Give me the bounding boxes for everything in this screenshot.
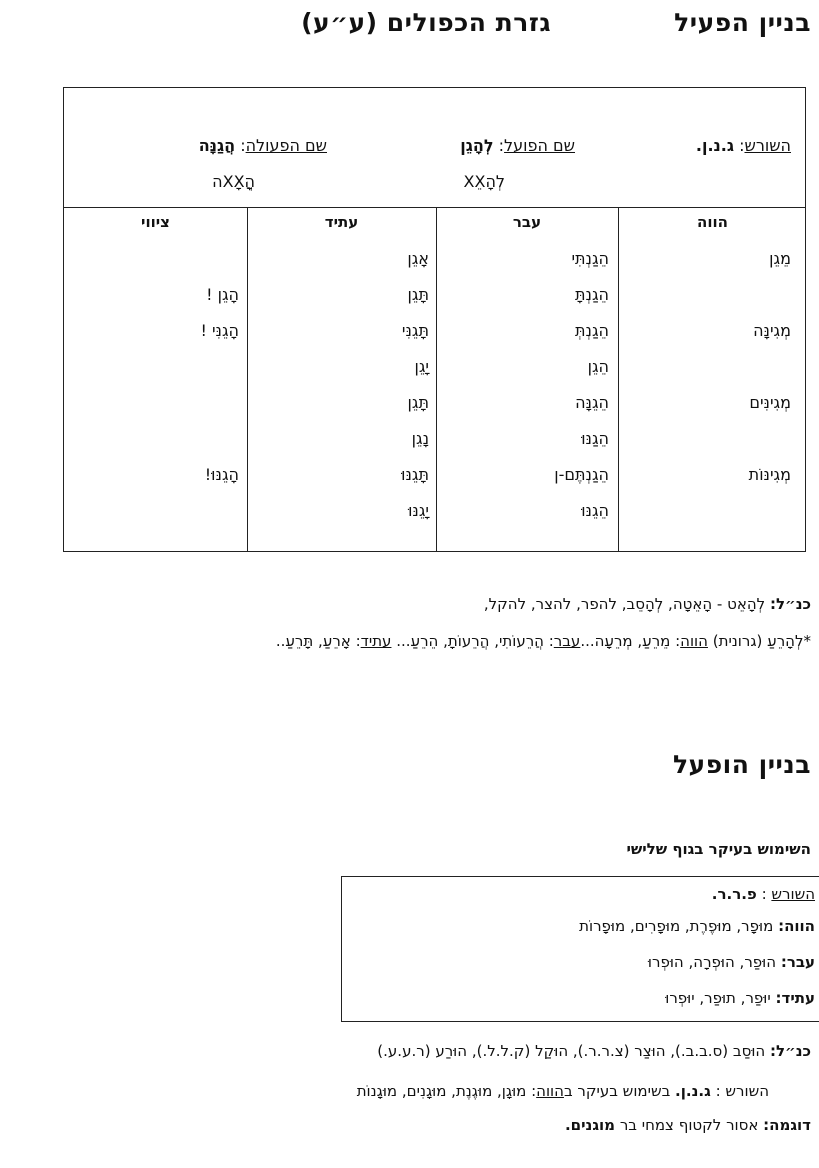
example-note xyxy=(565,1116,811,1134)
cell-past: הֵגֵנָּה xyxy=(575,393,609,412)
cell-past: הֵגַנְתְּ xyxy=(575,321,609,340)
column-divider xyxy=(618,207,619,551)
root-label: השורש xyxy=(744,136,791,155)
cell-present: מְגִינּוֹת xyxy=(748,465,791,484)
guttural-present-label: הווה xyxy=(680,632,708,650)
hufal-past xyxy=(648,953,815,971)
cell-imperative: הָגֵן ! xyxy=(206,285,239,304)
hufal-present xyxy=(579,917,815,935)
hufal-similar-note xyxy=(377,1042,811,1060)
usage-note: השימוש בעיקר בגוף שלישי xyxy=(626,840,811,858)
hufal-root-label: השורש xyxy=(771,885,815,903)
guttural-future-label: עתיד xyxy=(360,632,392,650)
table-header-divider xyxy=(64,207,805,208)
example-text: אסור לקטוף צמחי בר xyxy=(619,1116,759,1134)
cell-past: הֵגֵנּוּ xyxy=(581,501,609,520)
root-usage-root: ג.נ.ן. xyxy=(675,1082,711,1100)
example-label: דוגמה: xyxy=(763,1116,811,1134)
hufal-title: בניין הופעל xyxy=(672,750,811,779)
infinitive-label: שם הפועל xyxy=(504,136,575,155)
cell-past: הֵגַנְתָּ xyxy=(575,285,609,304)
cell-present: מְגִינִּים xyxy=(749,393,791,412)
column-header-present: הווה xyxy=(697,213,728,231)
similar-label: כנ״ל: xyxy=(769,595,811,613)
guttural-prefix: *לְהָרֵעַ (גרונית) xyxy=(712,632,811,650)
hufal-past-value: הוּפַר, הוּפְרָה, הוּפְרוּ xyxy=(647,953,777,971)
infinitive-info: שם הפועל: לְהָגֵן xyxy=(460,136,575,155)
guttural-present: : מֵרֵעַ, מְרֵעָה... xyxy=(580,632,681,650)
infinitive-value: לְהָגֵן xyxy=(460,136,494,155)
hufal-present-label: הווה: xyxy=(778,917,815,935)
gizra-title: גזרת הכפולים (ע״ע) xyxy=(301,8,551,37)
hufal-past-label: עבר: xyxy=(780,953,815,971)
column-header-past: עבר xyxy=(512,213,542,231)
column-divider xyxy=(436,207,437,551)
root-usage-note xyxy=(357,1082,769,1100)
cell-present: מְגִינָּה xyxy=(753,321,791,340)
guttural-past: : הֲרֵעוֹתִי, הֲרֵעוֹתָ, הֵרֵעַ... xyxy=(396,632,554,650)
cell-future: תָּגֵנּוּ xyxy=(401,465,429,484)
root-usage-prefix: השורש : xyxy=(715,1082,769,1100)
cell-past: הֵגַנּוּ xyxy=(581,429,609,448)
cell-imperative: הָגֵנִּי ! xyxy=(200,321,239,340)
cell-future: יָגֵן xyxy=(414,357,429,376)
cell-future: תָּגֵן xyxy=(407,393,429,412)
cell-future: אָגֵן xyxy=(407,249,429,268)
guttural-note xyxy=(276,632,811,650)
root-info: השורש: ג.נ.ן. xyxy=(695,136,791,155)
hufal-box xyxy=(341,876,819,1022)
cell-present: מֵגֵן xyxy=(769,249,791,268)
root-value: ג.נ.ן. xyxy=(695,136,734,155)
hufal-future-value: יוּפַר, תוּפַר, יוּפְרוּ xyxy=(665,989,771,1007)
cell-past: הֵגַנְתִּי xyxy=(571,249,609,268)
action-noun-label: שם הפעולה xyxy=(245,136,327,155)
hufal-root-value: פ.ר.ר. xyxy=(711,885,757,903)
hufal-present-value: מוּפָר, מוּפֶרֶת, מוּפָרִים, מוּפָרוֹת xyxy=(579,917,774,935)
action-noun-value: הֲגַנָּה xyxy=(198,136,236,155)
hufal-similar-label: כנ״ל: xyxy=(769,1042,811,1060)
cell-past: הֵגֵן xyxy=(587,357,609,376)
example-bold: מוגנים. xyxy=(564,1116,616,1134)
binyan-title: בניין הפעיל xyxy=(674,8,811,37)
hufal-future xyxy=(665,989,815,1007)
action-noun-info: שם הפעולה: הֲגַנָּה xyxy=(198,136,327,155)
conjugation-table xyxy=(63,87,806,552)
similar-verbs-note xyxy=(484,595,811,613)
column-header-future: עתיד xyxy=(324,213,359,231)
action-noun-pattern: הֲXָXָה xyxy=(212,172,255,191)
hufal-future-label: עתיד: xyxy=(775,989,815,1007)
hufal-similar-text: הוּסַב (ס.ב.ב.), הוּצַר (צ.ר.ר.), הוּקַל (ק.ל.ל.), הוּרַע (ר.ע.ע.) xyxy=(377,1042,766,1060)
root-usage-mid: בשימוש בעיקר ב xyxy=(563,1082,671,1100)
similar-text: לְהָאֵט - הָאֵטָה, לְהָסֵב, להפר, להצר, להקל, xyxy=(483,595,766,613)
cell-future: נָגֵן xyxy=(411,429,429,448)
cell-imperative: הָגֵנּוּ! xyxy=(204,465,239,484)
cell-future: יָגֵנּוּ xyxy=(408,501,429,520)
root-usage-tail: : מוּגָן, מוּגֶנֶת, מוּגָנִים, מוּגָנוֹת xyxy=(356,1082,537,1100)
column-divider xyxy=(247,207,248,551)
guttural-future: : אָרֵעַ, תָּרֵעַ.. xyxy=(275,632,361,650)
cell-future: תָּגֵן xyxy=(407,285,429,304)
cell-past: הֵגַנְתֶּם-ן xyxy=(554,465,609,484)
infinitive-pattern: לְהָXֵX xyxy=(463,172,505,191)
hufal-root: השורש : פ.ר.ר. xyxy=(711,885,815,903)
column-header-imperative: ציווי xyxy=(141,213,170,231)
guttural-past-label: עבר xyxy=(553,632,581,650)
cell-future: תָּגֵנִּי xyxy=(401,321,429,340)
root-usage-present: הווה xyxy=(536,1082,564,1100)
